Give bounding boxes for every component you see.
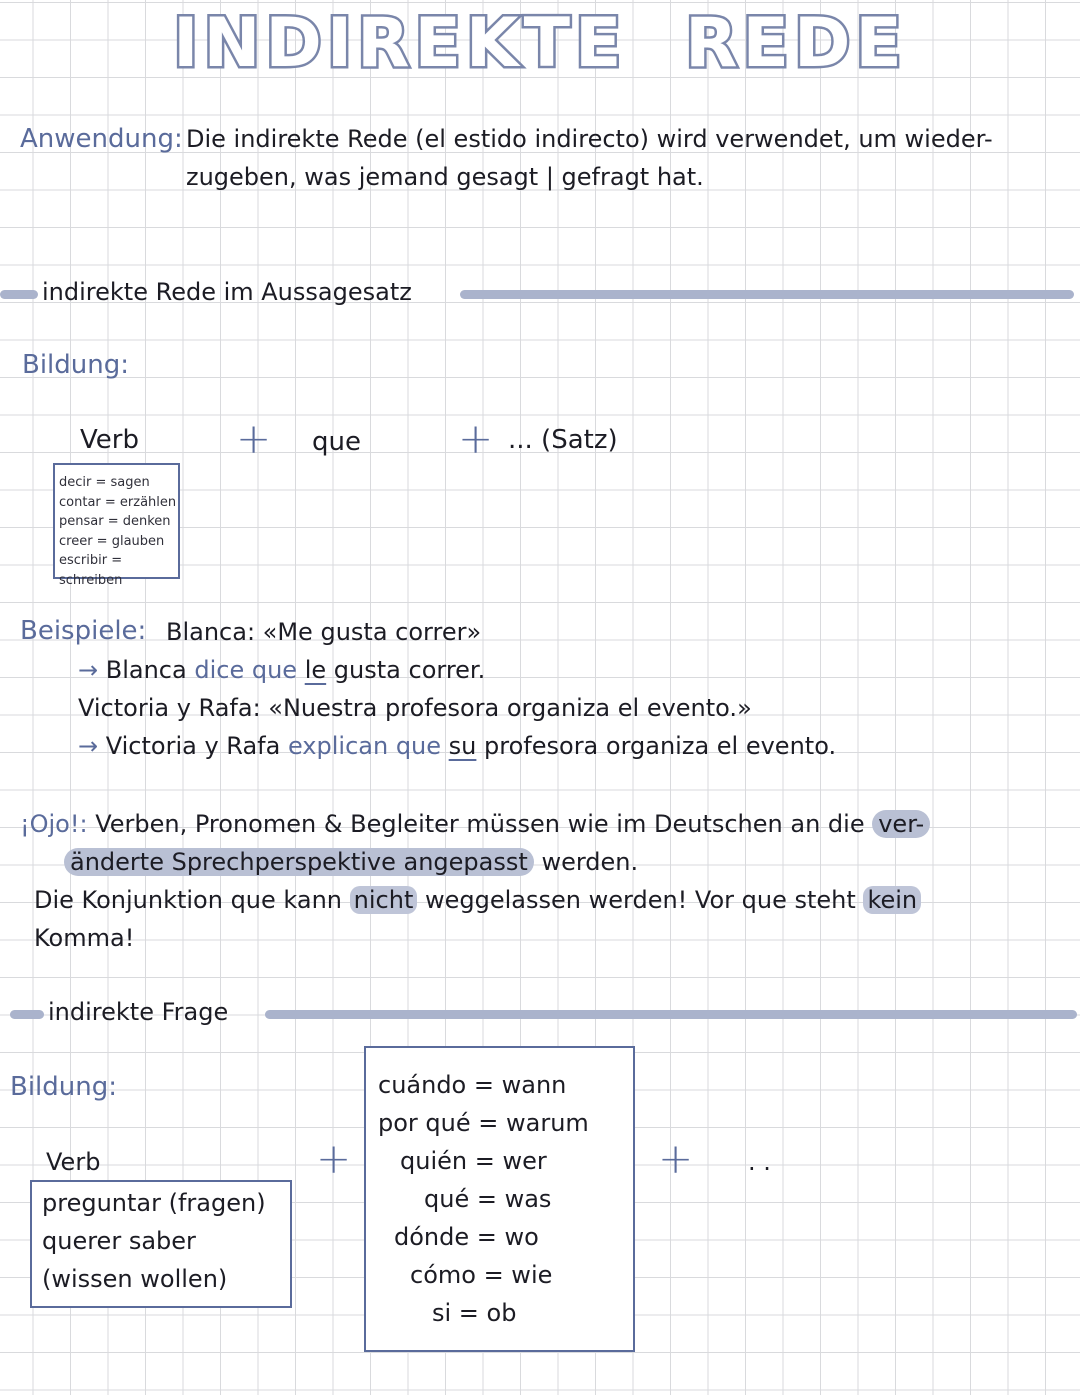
satz-word: ... (Satz): [508, 425, 618, 455]
arrow-icon: →: [78, 732, 99, 760]
verb-highlight: dice: [194, 656, 245, 684]
question-word: por qué = warum: [378, 1109, 589, 1137]
pronoun-underline: su: [448, 732, 477, 760]
page-title: INDIREKTE REDE: [173, 4, 907, 83]
question-word: dónde = wo: [394, 1223, 539, 1251]
section-heading-frage: indirekte Frage: [48, 998, 229, 1026]
bildung-label: Bildung:: [10, 1072, 118, 1102]
section-heading-aussagesatz: indirekte Rede im Aussagesatz: [42, 278, 412, 306]
verb-list-box: [53, 463, 180, 588]
verb-list-item: escribir = schreiben: [59, 553, 123, 588]
section-rule-left: [0, 290, 38, 299]
verb-list-item: (wissen wollen): [42, 1265, 228, 1293]
verb-highlight: explican que: [287, 732, 442, 760]
beispiel-1-original: Blanca: «Me gusta correr»: [166, 618, 482, 646]
verb-label: Verb: [80, 425, 139, 455]
beispiel-1-indirekt: → Blanca dice que le gusta correr.: [78, 656, 486, 684]
anwendung-line1: Die indirekte Rede (el estido indirecto) wird verwendet, um wieder-: [186, 125, 993, 153]
ojo-line4: Komma!: [34, 924, 135, 952]
beispiel-2-original: Victoria y Rafa: «Nuestra profesora organiza el evento.»: [78, 694, 752, 722]
que-word: que: [312, 427, 361, 457]
question-word: quién = wer: [400, 1147, 547, 1175]
question-word: cuándo = wann: [378, 1071, 567, 1099]
verb-list-item: pensar = denken: [59, 514, 171, 530]
beispiele-label: Beispiele:: [20, 616, 147, 646]
ojo-label: ¡Ojo!:: [20, 810, 88, 838]
pronoun-underline: le: [304, 656, 327, 684]
verb-list-item: creer = glauben: [59, 533, 165, 549]
highlight: ver-: [872, 810, 930, 838]
verb-list-item: querer saber: [42, 1227, 196, 1255]
section-rule-right: [460, 290, 1074, 299]
bildung-label: Bildung:: [22, 350, 130, 380]
plus-sign: +: [236, 414, 272, 463]
question-word: cómo = wie: [410, 1261, 553, 1289]
verb-list-item: preguntar (fragen): [42, 1189, 266, 1217]
continuation-dots: . .: [748, 1148, 771, 1176]
plus-sign: +: [458, 414, 494, 463]
section-rule-left: [10, 1010, 44, 1019]
ojo-line2: änderte Sprechperspektive angepasst werden.: [64, 848, 638, 876]
question-word: si = ob: [432, 1299, 517, 1327]
verb-list-item: contar = erzählen: [59, 494, 177, 510]
verb-list-box: [30, 1180, 292, 1308]
ojo-line3: Die Konjunktion que kann nicht weggelassen werden! Vor que steht kein: [34, 886, 921, 914]
beispiel-2-indirekt: → Victoria y Rafa explican que su profesora organiza el evento.: [78, 732, 837, 760]
plus-sign: +: [658, 1134, 694, 1183]
anwendung-label: Anwendung:: [20, 124, 183, 154]
highlight: nicht: [350, 886, 418, 914]
que-highlight: que: [251, 656, 298, 684]
question-word: qué = was: [424, 1185, 552, 1213]
plus-sign: +: [316, 1134, 352, 1183]
verb-label: Verb: [46, 1148, 101, 1176]
highlight: änderte Sprechperspektive angepasst: [64, 848, 534, 876]
anwendung-line2: zugeben, was jemand gesagt | gefragt hat.: [186, 163, 704, 191]
arrow-icon: →: [78, 656, 99, 684]
verb-list-item: decir = sagen: [59, 475, 150, 490]
question-words-box: [364, 1046, 635, 1352]
highlight: kein: [863, 886, 921, 914]
ojo-line1: ¡Ojo!: Verben, Pronomen & Begleiter müssen wie im Deutschen an die ver-: [20, 810, 930, 838]
section-rule-right: [265, 1010, 1077, 1019]
